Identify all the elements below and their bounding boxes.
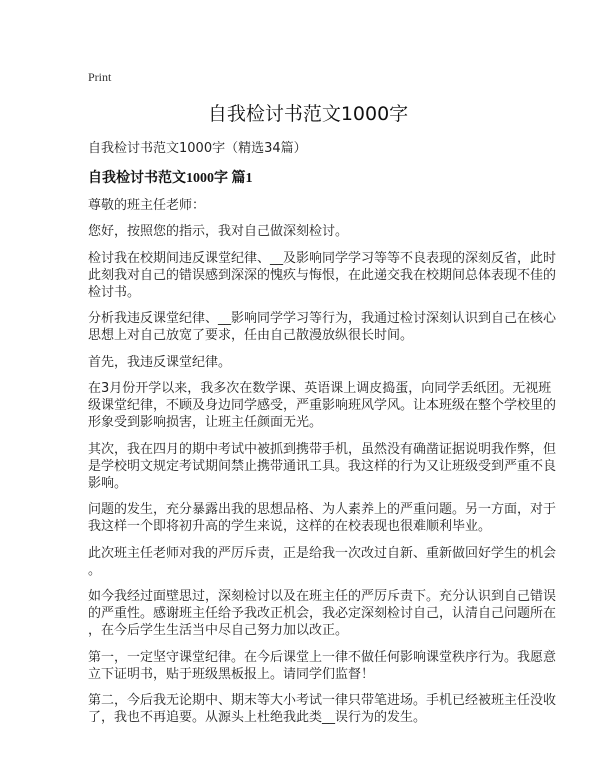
print-label[interactable]: Print — [88, 70, 112, 84]
paragraph — [88, 250, 557, 301]
paragraph — [88, 649, 557, 683]
paragraph-line: 其次，我在四月的期中考试中被抓到携带手机，虽然没有确凿证据说明我作弊，但 — [88, 441, 557, 457]
paragraph-line: 检讨我在校期间违反课堂纪律、__及影响同学学习等等不良表现的深刻反省，此时 — [88, 250, 557, 266]
paragraph — [88, 354, 528, 371]
paragraph-line: 如今我经过面壁思过，深刻检讨以及在班主任的严厉斥责下。充分认识到自己错误 — [88, 589, 557, 604]
paragraph-line: 影响。 — [88, 475, 128, 491]
section-heading: 自我检讨书范文1000字 篇1 — [88, 170, 253, 186]
document-page — [88, 70, 557, 736]
paragraph-line: 此刻我对自己的错误感到深深的愧疚与悔恨，在此递交我在校期间总体表现不佳的 — [88, 267, 557, 283]
paragraph-line: 立下证明书，贴于班级黑板报上。请同学们监督！ — [88, 666, 375, 682]
paragraph — [88, 197, 528, 214]
paragraph-line: 级课堂纪律，不顾及身边同学感受，严重影响班风学风。让本班级在整个学校里的 — [88, 398, 557, 413]
paragraph-line: 是学校明文规定考试期间禁止携带通讯工具。我这样的行为又让班级受到严重不良 — [88, 458, 557, 474]
paragraph — [88, 223, 528, 240]
paragraph-line: 第二，今后我无论期中、期末等大小考试一律只带笔进场。手机已经被班主任没收 — [88, 693, 557, 708]
paragraph — [88, 310, 557, 344]
document-body — [88, 197, 557, 727]
paragraph-line: 形象受到影响损害，让班主任颜面无光。 — [88, 415, 323, 430]
paragraph-line: 检讨书。 — [88, 284, 141, 300]
paragraph-line: 问题的发生，充分暴露出我的思想品格、为人素养上的严重问题。另一方面，对于 — [88, 502, 557, 517]
paragraph-line: 的严重性。感谢班主任给予我改正机会，我必定深刻检讨自己，认清自己问题所在 — [88, 606, 557, 621]
paragraph-line: 。 — [88, 562, 102, 578]
paragraph — [88, 501, 557, 535]
paragraph-line: ，在今后学生生活当中尽自己努力加以改正。 — [88, 623, 349, 638]
paragraph — [88, 545, 557, 579]
paragraph-line: 在3月份开学以来，我多次在数学课、英语课上调皮捣蛋，向同学丢纸团。无视班 — [88, 381, 552, 396]
document-subtitle: 自我检讨书范文1000字（精选34篇） — [88, 141, 307, 156]
paragraph-line: 首先，我违反课堂纪律。 — [88, 354, 232, 370]
paragraph — [88, 588, 557, 639]
paragraph-line: 您好，按照您的指示，我对自己做深刻检讨。 — [88, 224, 349, 239]
document-title: 自我检讨书范文1000字 — [207, 103, 409, 125]
paragraph-line: 我这样一个即将初升高的学生来说，这样的在校表现也很难顺利毕业。 — [88, 519, 492, 534]
paragraph-line: 分析我违反课堂纪律、__影响同学学习等行为，我通过检讨深刻认识到自己在核心 — [88, 311, 557, 326]
paragraph-line: 尊敬的班主任老师： — [88, 197, 206, 213]
paragraph-line: 思想上对自己放宽了要求，任由自己散漫放纵很长时间。 — [88, 328, 414, 343]
paragraph-line: 此次班主任老师对我的严厉斥责，正是给我一次改过自新、重新做回好学生的机会 — [88, 545, 557, 561]
paragraph — [88, 380, 557, 431]
paragraph — [88, 692, 557, 726]
paragraph-line: 了，我也不再追要。从源头上杜绝我此类__误行为的发生。 — [88, 710, 427, 725]
paragraph-line: 第一，一定坚守课堂纪律。在今后课堂上一律不做任何影响课堂秩序行为。我愿意 — [88, 649, 557, 665]
paragraph — [88, 441, 557, 492]
